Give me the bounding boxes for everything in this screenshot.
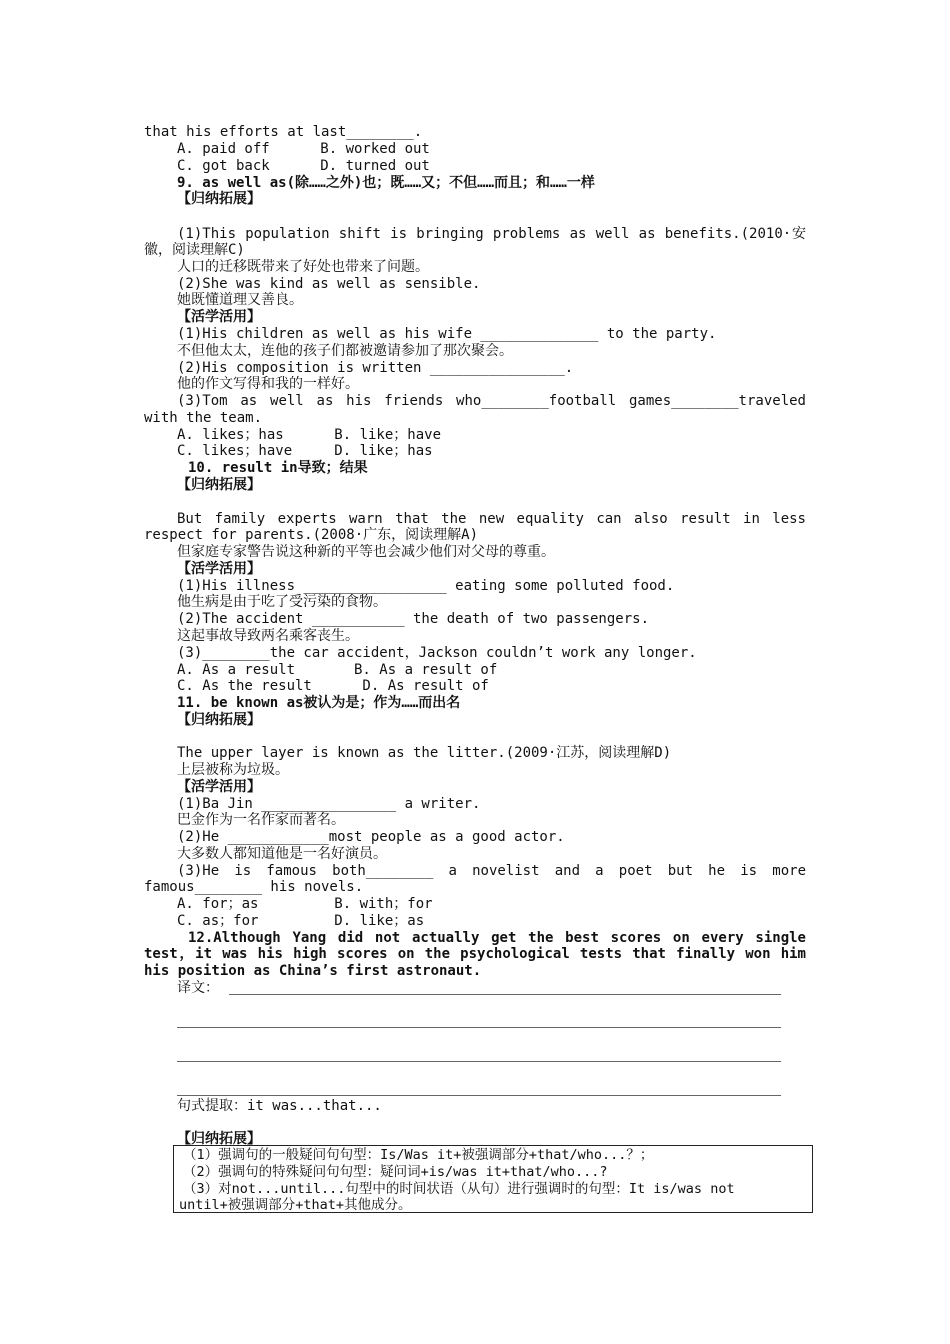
- exercise-line: (3)He is famous both________ a novelist and a poet but he is more: [177, 863, 806, 879]
- key-sentence: test，it was his high scores on the psychological tests that finally won him: [144, 946, 806, 962]
- option-line: A. likes；has B. like；have: [177, 427, 442, 443]
- option-line: A. paid off B. worked out: [177, 141, 430, 157]
- section-label: 【归纳拓展】: [177, 712, 261, 728]
- section-label: 【归纳拓展】: [177, 191, 261, 207]
- key-sentence: his position as China’s first astronaut.: [144, 963, 482, 979]
- example-sentence: But family experts warn that the new equality can also result in less: [177, 511, 806, 527]
- translation-line: 上层被称为垃圾。: [177, 762, 289, 778]
- exercise-line: famous________ his novels.: [144, 879, 364, 895]
- example-sentence: (1)This population shift is bringing problems as well as benefits.(2010·安: [177, 226, 806, 242]
- summary-line: （3）对not...until...句型中的时间状语（从句）进行强调时的句型：It is/was not: [183, 1181, 735, 1197]
- translation-line: 巴金作为一名作家而著名。: [177, 812, 345, 828]
- translation-line: 这起事故导致两名乘客丧生。: [177, 628, 359, 644]
- answer-blank[interactable]: [177, 1027, 781, 1028]
- exercise-line: (1)His illness _________________ eating some polluted food.: [177, 578, 675, 594]
- summary-line: （1）强调句的一般疑问句句型：Is/Was it+被强调部分+that/who...？；: [183, 1147, 654, 1163]
- section-label: 【活学活用】: [177, 561, 261, 577]
- answer-blank[interactable]: [177, 1095, 781, 1096]
- section-label: 【活学活用】: [177, 779, 261, 795]
- summary-line: （2）强调句的特殊疑问句句型：疑问词+is/was it+that/who...?: [183, 1164, 608, 1180]
- translation-line: 但家庭专家警告说这种新的平等也会减少他们对父母的尊重。: [177, 544, 555, 560]
- summary-line: until+被强调部分+that+其他成分。: [179, 1197, 412, 1213]
- translation-line: 她既懂道理又善良。: [177, 292, 303, 308]
- example-sentence: The upper layer is known as the litter.(2009·江苏，阅读理解D): [177, 745, 672, 761]
- item-heading-11: 11. be known as被认为是；作为……而出名: [177, 695, 461, 711]
- section-label: 【归纳拓展】: [177, 477, 261, 493]
- translation-label: 译文：: [177, 980, 219, 996]
- text-line: that his efforts at last________.: [144, 124, 423, 140]
- option-line: C. As the result D. As result of: [177, 678, 489, 694]
- translation-line: 他生病是由于吃了受污染的食物。: [177, 594, 387, 610]
- item-heading-12: 12.Although Yang did not actually get the best scores on every single: [188, 930, 806, 946]
- pattern-extract: 句式提取：it was...that...: [177, 1098, 382, 1114]
- exercise-line: (2)His composition is written ________________.: [177, 360, 574, 376]
- answer-blank[interactable]: [177, 1061, 781, 1062]
- section-label: 【活学活用】: [177, 309, 261, 325]
- option-line: A. for；as B. with；for: [177, 896, 433, 912]
- answer-blank[interactable]: [229, 994, 781, 995]
- source-note: 徽，阅读理解C): [144, 242, 245, 258]
- option-line: C. got back D. turned out: [177, 158, 430, 174]
- item-heading-9: 9. as well as(除……之外)也；既……又；不但……而且；和……一样: [177, 175, 595, 191]
- exercise-line: (3)Tom as well as his friends who________football games________traveled: [177, 393, 806, 409]
- exercise-line: (2)He ____________most people as a good actor.: [177, 829, 565, 845]
- exercise-line: (1)Ba Jin ________________ a writer.: [177, 796, 481, 812]
- example-sentence: (2)She was kind as well as sensible.: [177, 276, 481, 292]
- translation-line: 不但他太太，连他的孩子们都被邀请参加了那次聚会。: [177, 343, 513, 359]
- translation-line: 人口的迁移既带来了好处也带来了问题。: [177, 259, 429, 275]
- option-line: A. As a result B. As a result of: [177, 662, 498, 678]
- source-note: respect for parents.(2008·广东，阅读理解A): [144, 527, 479, 543]
- option-line: C. as；for D. like；as: [177, 913, 425, 929]
- translation-line: 他的作文写得和我的一样好。: [177, 376, 359, 392]
- exercise-line: (2)The accident ___________ the death of two passengers.: [177, 611, 650, 627]
- section-label: 【归纳拓展】: [177, 1131, 261, 1147]
- summary-box: [173, 1145, 813, 1213]
- exercise-line: (3)________the car accident，Jackson couldn’t work any longer.: [177, 645, 697, 661]
- exercise-line: (1)His children as well as his wife ______________ to the party.: [177, 326, 717, 342]
- option-line: C. likes；have D. like；has: [177, 443, 433, 459]
- translation-line: 大多数人都知道他是一名好演员。: [177, 846, 387, 862]
- exercise-line: with the team.: [144, 410, 263, 426]
- item-heading-10: 10. result in导致；结果: [188, 460, 368, 476]
